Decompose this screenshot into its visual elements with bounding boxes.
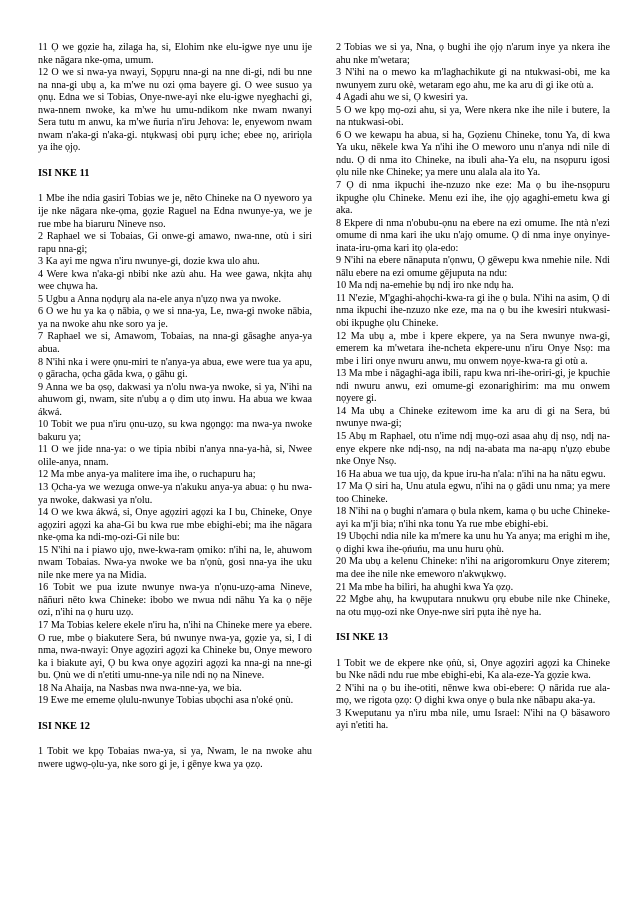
verse: 11 N'ezie, M'gaghi-ahọchi-kwa-ra gi ihe ọ bula. N'ihi na asim, Ọ di nma ikpuchi ihe-nzuzo nke eze, ma na ọ bu ihe kwesiri ntukwasi-obi ikpughe ọlu Chineke. xyxy=(336,292,610,330)
verse: 5 Ugbu a Anna nọdụrụ ala na-ele anya n'ụzọ nwa ya nwoke. xyxy=(38,293,282,305)
verse: 2 Raphael we si Tobaias, Gi onwe-gi amawo, nwa-nne, otù i siri rapu nna-gi; xyxy=(38,231,312,255)
verse: 8 N'ihi nka i were ọnu-miri te n'anya-ya abua, ewe were tua ya apu, ọ gāracha, ọcha gāda kwa, ọ gāhu gi. xyxy=(38,356,312,381)
verse: 19 Ubọchi ndia nile ka m'mere ka unu hu Ya anya; ma erighi m ihe, ọ dighi kwa ihe-ọńuńu, ma unu huru ọhù. xyxy=(336,531,610,555)
verse: 5 O we kpọ mọ-ozi ahu, si ya, Were nkera nke ihe nile i butere, la na ntukwasi-obi. xyxy=(336,104,610,129)
verse: 18 N'ihi na ọ bughi n'amara ọ bula nkem, kama ọ bu uche Chineke-ayi ka m'ji bia; n'ihi nka tonu Ya rue mbe ebighi-ebi. xyxy=(336,506,610,530)
verse: 7 Raphael we si, Amawom, Tobaias, na nna-gi gāsaghe anya-ya abua. xyxy=(38,331,312,355)
verse: 1 Mbe ihe ndia gasiri Tobias we je, nēto Chineke na O nyeworo ya ije nke nāgara nke-ọma, gọzie Raguel na Edna nwunye-ya, we je rue mbe ha biaruru Nineve nso. xyxy=(38,193,312,230)
left-block-1 xyxy=(38,42,312,155)
chapter-heading: ISI NKE 11 xyxy=(38,167,90,179)
verse: 17 Ma Tobias kelere ekele n'iru ha, n'ihi na Chineke mere ya ebere. O rue, mbe ọ biakutere Sera, bú nwunye nwa-ya, gọzie ya, si, I di nma, nwa-nwayi: Onye agọziri agọzi ka Chineke bu, Onye meworo ka i biakute ayi, Ọ bu kwa onye agọziri agọzi ka nna-gi na nne-gi bu. Ọnù we di n'etiti umu-nne-ya nile ndi nọ na Nineve. xyxy=(38,620,312,682)
verse: 15 N'ihi na i piawo ujọ, nwe-kwa-ram ọmiko: n'ihi na, le, ahuwom nwam Tobaias. Nwa-ya nwoke we ba n'ọnù, gosi nna-ya ihe uku nile nke mere ya na Midia. xyxy=(38,544,312,581)
left-block-2 xyxy=(38,193,312,707)
verse: 3 Ka ayi me ngwa n'iru nwunye-gi, dozie kwa ulo ahu. xyxy=(38,256,260,268)
verse: 13 Ọcha-ya we wezuga onwe-ya n'akuku anya-ya abua: ọ hu nwa-ya nwoke, dakwasi ya n'olu. xyxy=(38,482,312,506)
verse: 22 Mgbe ahụ, ha kwụputara nnukwu ọrụ ebube nile nke Chineke, na otu mụọ-ozi nke Onye-nwe siri pụta ihè nye ha. xyxy=(336,594,610,618)
verse: 2 N'ihi na ọ bu ihe-otiti, nēnwe kwa obi-ebere: Ọ nārida rue ala-mọ, we rigota ọzọ: Ọ dighi kwa onye ọ bula nke nābapu aka-ya. xyxy=(336,682,610,707)
verse: 14 Ma ubụ a Chineke ezitewom ime ka aru di gi na Sera, bú nwunye nwa-gi; xyxy=(336,405,610,430)
right-block-1 xyxy=(336,42,610,619)
verse: 11 O we jide nna-ya: o we tipia nbibi n'anya nna-ya-hà, si, Nwee olile-anya, nnam. xyxy=(38,444,312,468)
verse: 9 N'ihi na ebere nānaputa n'ọnwu, Ọ gēwepu kwa nmehie nile. Ndi nālu ebere na ezi omume gējuputa na ndu: xyxy=(336,255,610,279)
left-column xyxy=(38,42,312,902)
chapter-heading: ISI NKE 12 xyxy=(38,720,90,732)
verse: 10 Tobit we pua n'iru ọnu-uzọ, su kwa ngọngọ: ma nwa-ya nwoke bakuru ya; xyxy=(38,419,312,443)
verse: 10 Ma ndị na-emehie bụ ndị iro nke ndụ ha. xyxy=(336,280,514,292)
left-block-3 xyxy=(38,746,312,771)
verse: 17 Ma Ọ siri ha, Unu atula egwu, n'ihi na ọ gādi unu nma; ya mere too Chineke. xyxy=(336,481,610,505)
verse: 4 Agadi ahu we si, Ọ kwesiri ya. xyxy=(336,92,468,104)
right-column xyxy=(336,42,610,902)
verse: 2 Tobias we si ya, Nna, ọ bughi ihe ọjọ n'arum inye ya nkera ihe ahu nke m'wetara; xyxy=(336,42,610,66)
verse: 3 Kweputanu ya n'iru mba nile, umu Israel: N'ihi na Ọ bäsaworo ayi n'etiti ha. xyxy=(336,707,610,732)
verse: 6 O we kewapu ha abua, si ha, Gọzienu Chineke, tonu Ya, di kwa Ya uku, nēkele kwa Ya n'ihi ihe O meworo unu n'anya ndi nile di ndu. Ọ di nma ito Chineke, na ibuli aha-Ya elu, na nsọpuru igosi ọlu nile nke Chineke; ya mere unu alala ala ito Ya. xyxy=(336,129,610,179)
chapter-heading: ISI NKE 13 xyxy=(336,632,388,644)
verse: 16 Tobit we pua izute nwunye nwa-ya n'ọnu-uzọ-ama Nineve, nāñuri nēto kwa Chineke: ibobo we nwua ndi nāhu Ya ka ọ nēje ozi, n'ihi na ọ huru uzọ. xyxy=(38,582,312,619)
verse: 20 Ma ubụ a kelenu Chineke: n'ihi na arigoromkuru Onye ziterem; ma dee ihe nile nke emeworo n'akwụkwọ. xyxy=(336,556,610,580)
verse: 4 Were kwa n'aka-gi nbibi nke azù ahu. Ha wee gawa, nkịta ahụ wee chụwa ha. xyxy=(38,268,312,293)
verse: 12 Ma ubụ a, mbe i kpere ekpere, ya na Sera nwunye nwa-gi, emerem ka m'wetara ihe-ncheta ekpere-unu n'iru Onye Nsọ: ma mbe i liri onye nwuru anwu, mu onwem nọye-kwa-ra gi otù a. xyxy=(336,330,610,367)
verse: 3 N'ihi na o mewo ka m'laghachikute gi na ntukwasi-obi, me ka nwunyem zuru okè, wetaram ego ahu, me ka aru di gi ike otù a. xyxy=(336,67,610,91)
verse: 15 Abụ m Raphael, otu n'ime ndị mụọ-ozi asaa ahụ dị nsọ, ndị na-enye ekpere nke ndị-nsọ, na ndị na-abata ma na-apụ n'ụzọ ebube nke Onye Nsọ. xyxy=(336,430,610,468)
verse: 12 Ma mbe anya-ya malitere ima ihe, o ruchapuru ha; xyxy=(38,469,256,481)
verse: 21 Ma mbe ha bilìri, ha ahughi kwa Ya ọzọ. xyxy=(336,581,514,593)
verse: 8 Ekpere di nma n'obubu-ọnu na ebere na ezi omume. Ihe ntà n'ezi omume di nma kari ihe uku n'ajọ omume. Ọ di nma inye onyinye-inata-iru-ọma kari itọ ọla-edo: xyxy=(336,217,610,254)
verse: 1 Tobit we de ekpere nke ọṅù, si, Onye agọziri agọzi ka Chineke bu Nke nādi ndu rue mbe ebighi-ebi, Ka ala-eze-Ya gọzie kwa. xyxy=(336,657,610,682)
verse: 11 Ọ we gọzie ha, zilaga ha, si, Elohim nke elu-igwe nye unu ije nke nāgara nke-ọma, umum. xyxy=(38,42,312,66)
verse: 9 Anna we ba ọsọ, dakwasi ya n'olu nwa-ya nwoke, si ya, N'ihi na ahuwom gi, nwam, site n'ubụ a ọ dim utọ inwu. Ha abua we kwaa ákwá. xyxy=(38,381,312,418)
verse: 12 O we si nwa-ya nwayi, Sọpụru nna-gi na nne di-gi, ndi bu nne na nna-gi ubụ a, ka m'we nu ozi ọma bayere gi. O wee susuo ya ọnụ. Edna we si Tobias, Onye-nwe-ayi nke elu-igwe nyeghachi gi, nwa-nnem nwoke, ka m'we hu umu-ndikom nke nwam nwanyi Sera tutu m anwu, ka m'we ñuria n'iru Jehova: le, enyewom nwam nwam n'aka-gi n'aka-gi. ntụkwasị obi pụrụ iche; ebee nọ, aririọla ya ihe ọjọ. xyxy=(38,67,312,154)
verse: 16 Ha abua we tua ujọ, da kpue iru-ha n'ala: n'ihi na ha nātu egwu. xyxy=(336,468,606,480)
verse: 19 Ewe me ememe ọlulu-nwunye Tobias ubọchi asa n'oké ọnù. xyxy=(38,695,294,707)
right-block-2 xyxy=(336,658,610,733)
verse: 7 Ọ di nma ikpuchi ihe-nzuzo nke eze: Ma ọ bu ihe-nsọpuru ikpughe ọlu Chineke. Menu ezi ihe, ihe ọjọ agaghi-emetu kwa gi aka. xyxy=(336,180,610,217)
verse: 14 O we kwa ákwá, si, Onye agọziri agọzi ka I bu, Chineke, Onye agọziri agọzi ka aha-Gi bu kwa rue mbe ebighi-ebi; ma ihe nāgara nke-ọma ka ndi-mọ-ozi-Gi nile bu: xyxy=(38,507,312,544)
verse: 18 Na Ahaija, na Nasbas nwa nwa-nne-ya, we bia. xyxy=(38,682,242,694)
verse: 13 Ma mbe i nāgaghi-aga ibili, rapu kwa nri-ihe-oriri-gi, je kpuchie ndi nwuru anwu, ezi omume-gi ezonarighirim: ma mu onwem nọyere gi. xyxy=(336,368,610,405)
verse: 1 Tobit we kpọ Tobaias nwa-ya, si ya, Nwam, le na nwoke ahu nwere ugwọ-ọlu-ya, nke soro gi je, i gēnye kwa ya ọzọ. xyxy=(38,746,312,770)
verse: 6 O we hu ya ka ọ nābia, ọ we si nna-ya, Le, nwa-gi nwoke nābia, ya na nwoke ahu nke soro ya je. xyxy=(38,306,312,330)
